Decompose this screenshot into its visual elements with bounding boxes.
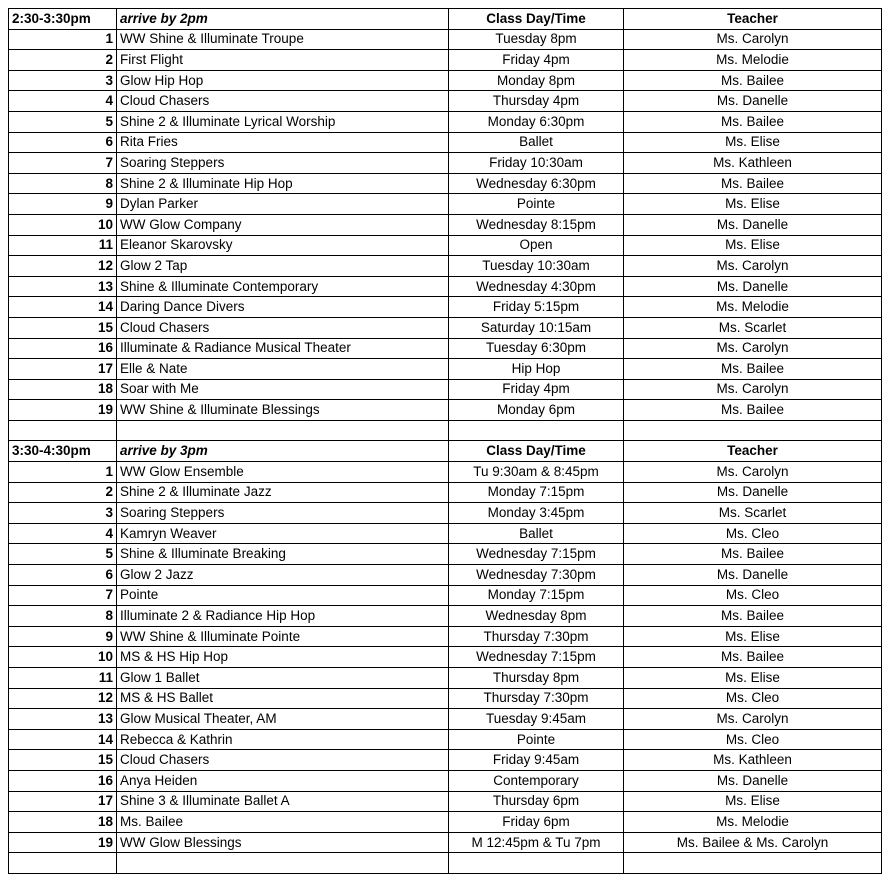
row-number: 8 bbox=[9, 173, 117, 194]
teacher-name: Ms. Scarlet bbox=[624, 503, 882, 524]
row-number: 17 bbox=[9, 791, 117, 812]
row-number: 11 bbox=[9, 235, 117, 256]
class-name: Eleanor Skarovsky bbox=[117, 235, 449, 256]
class-name: Cloud Chasers bbox=[117, 317, 449, 338]
row-number: 10 bbox=[9, 214, 117, 235]
class-day-time: Monday 3:45pm bbox=[449, 503, 624, 524]
arrive-note: arrive by 3pm bbox=[117, 441, 449, 462]
teacher-name: Ms. Bailee bbox=[624, 111, 882, 132]
row-number: 2 bbox=[9, 482, 117, 503]
table-row bbox=[9, 709, 882, 730]
section-header-row bbox=[9, 441, 882, 462]
class-name: Ms. Bailee bbox=[117, 812, 449, 833]
class-name: Dylan Parker bbox=[117, 194, 449, 215]
class-day-time: Friday 4pm bbox=[449, 379, 624, 400]
row-number: 12 bbox=[9, 256, 117, 277]
row-number: 18 bbox=[9, 379, 117, 400]
empty-cell bbox=[624, 853, 882, 874]
row-number: 1 bbox=[9, 462, 117, 483]
table-row bbox=[9, 29, 882, 50]
table-row bbox=[9, 462, 882, 483]
row-number: 10 bbox=[9, 647, 117, 668]
row-number: 4 bbox=[9, 91, 117, 112]
class-name: WW Glow Ensemble bbox=[117, 462, 449, 483]
teacher-name: Ms. Bailee bbox=[624, 606, 882, 627]
teacher-name: Ms. Danelle bbox=[624, 770, 882, 791]
teacher-name: Ms. Elise bbox=[624, 194, 882, 215]
class-day-time: Monday 7:15pm bbox=[449, 585, 624, 606]
table-row bbox=[9, 70, 882, 91]
class-name: Glow 2 Tap bbox=[117, 256, 449, 277]
table-row bbox=[9, 606, 882, 627]
row-number: 11 bbox=[9, 668, 117, 689]
table-row bbox=[9, 338, 882, 359]
empty-cell bbox=[624, 420, 882, 441]
teacher-header: Teacher bbox=[624, 441, 882, 462]
time-slot: 2:30-3:30pm bbox=[9, 9, 117, 30]
class-name: Glow Musical Theater, AM bbox=[117, 709, 449, 730]
row-number: 19 bbox=[9, 832, 117, 853]
class-name: WW Shine & Illuminate Pointe bbox=[117, 626, 449, 647]
table-row bbox=[9, 214, 882, 235]
class-name: Shine & Illuminate Breaking bbox=[117, 544, 449, 565]
table-row bbox=[9, 111, 882, 132]
row-number: 2 bbox=[9, 50, 117, 71]
class-name: MS & HS Ballet bbox=[117, 688, 449, 709]
class-name: Rita Fries bbox=[117, 132, 449, 153]
class-name: Anya Heiden bbox=[117, 770, 449, 791]
table-row bbox=[9, 379, 882, 400]
class-name: Shine 2 & Illuminate Lyrical Worship bbox=[117, 111, 449, 132]
table-row bbox=[9, 791, 882, 812]
class-day-time: Wednesday 6:30pm bbox=[449, 173, 624, 194]
table-row bbox=[9, 523, 882, 544]
teacher-name: Ms. Carolyn bbox=[624, 379, 882, 400]
class-name: WW Shine & Illuminate Blessings bbox=[117, 400, 449, 421]
row-number: 5 bbox=[9, 111, 117, 132]
table-row bbox=[9, 729, 882, 750]
table-row bbox=[9, 626, 882, 647]
class-name: WW Shine & Illuminate Troupe bbox=[117, 29, 449, 50]
class-day-time: Monday 7:15pm bbox=[449, 482, 624, 503]
class-name: Cloud Chasers bbox=[117, 750, 449, 771]
teacher-name: Ms. Bailee bbox=[624, 359, 882, 380]
teacher-name: Ms. Kathleen bbox=[624, 750, 882, 771]
schedule-body bbox=[9, 9, 882, 874]
empty-cell bbox=[9, 853, 117, 874]
blank-row bbox=[9, 420, 882, 441]
class-day-time: Wednesday 4:30pm bbox=[449, 276, 624, 297]
row-number: 15 bbox=[9, 750, 117, 771]
table-row bbox=[9, 194, 882, 215]
row-number: 12 bbox=[9, 688, 117, 709]
table-row bbox=[9, 750, 882, 771]
class-name: First Flight bbox=[117, 50, 449, 71]
teacher-name: Ms. Danelle bbox=[624, 276, 882, 297]
class-day-time: Hip Hop bbox=[449, 359, 624, 380]
class-name: Kamryn Weaver bbox=[117, 523, 449, 544]
row-number: 14 bbox=[9, 729, 117, 750]
teacher-name: Ms. Cleo bbox=[624, 729, 882, 750]
table-row bbox=[9, 256, 882, 277]
teacher-name: Ms. Danelle bbox=[624, 482, 882, 503]
table-row bbox=[9, 585, 882, 606]
class-day-time: Ballet bbox=[449, 132, 624, 153]
class-day-time: Tuesday 6:30pm bbox=[449, 338, 624, 359]
class-day-time: Monday 8pm bbox=[449, 70, 624, 91]
class-day-time: Monday 6:30pm bbox=[449, 111, 624, 132]
class-day-time: Tuesday 10:30am bbox=[449, 256, 624, 277]
class-day-time-header: Class Day/Time bbox=[449, 441, 624, 462]
row-number: 4 bbox=[9, 523, 117, 544]
class-day-time: Thursday 6pm bbox=[449, 791, 624, 812]
table-row bbox=[9, 132, 882, 153]
time-slot: 3:30-4:30pm bbox=[9, 441, 117, 462]
teacher-name: Ms. Elise bbox=[624, 668, 882, 689]
teacher-name: Ms. Danelle bbox=[624, 91, 882, 112]
teacher-name: Ms. Cleo bbox=[624, 688, 882, 709]
schedule-table bbox=[8, 8, 882, 874]
table-row bbox=[9, 647, 882, 668]
teacher-name: Ms. Carolyn bbox=[624, 256, 882, 277]
class-day-time: Wednesday 7:15pm bbox=[449, 647, 624, 668]
class-day-time: Thursday 7:30pm bbox=[449, 688, 624, 709]
class-day-time: Contemporary bbox=[449, 770, 624, 791]
class-day-time: Open bbox=[449, 235, 624, 256]
class-day-time: Wednesday 7:15pm bbox=[449, 544, 624, 565]
table-row bbox=[9, 235, 882, 256]
class-name: Glow Hip Hop bbox=[117, 70, 449, 91]
row-number: 6 bbox=[9, 565, 117, 586]
table-row bbox=[9, 668, 882, 689]
teacher-name: Ms. Elise bbox=[624, 626, 882, 647]
class-day-time: Thursday 7:30pm bbox=[449, 626, 624, 647]
class-name: MS & HS Hip Hop bbox=[117, 647, 449, 668]
class-name: Glow 2 Jazz bbox=[117, 565, 449, 586]
class-day-time: Wednesday 7:30pm bbox=[449, 565, 624, 586]
table-row bbox=[9, 276, 882, 297]
class-name: WW Glow Company bbox=[117, 214, 449, 235]
class-name: Pointe bbox=[117, 585, 449, 606]
row-number: 16 bbox=[9, 338, 117, 359]
teacher-name: Ms. Melodie bbox=[624, 812, 882, 833]
class-day-time: Thursday 4pm bbox=[449, 91, 624, 112]
class-day-time-header: Class Day/Time bbox=[449, 9, 624, 30]
teacher-name: Ms. Cleo bbox=[624, 585, 882, 606]
class-day-time: Tuesday 8pm bbox=[449, 29, 624, 50]
table-row bbox=[9, 503, 882, 524]
class-day-time: Monday 6pm bbox=[449, 400, 624, 421]
class-name: Rebecca & Kathrin bbox=[117, 729, 449, 750]
empty-cell bbox=[449, 420, 624, 441]
class-name: Soaring Steppers bbox=[117, 503, 449, 524]
empty-cell bbox=[117, 420, 449, 441]
teacher-name: Ms. Danelle bbox=[624, 565, 882, 586]
class-day-time: Tu 9:30am & 8:45pm bbox=[449, 462, 624, 483]
class-name: WW Glow Blessings bbox=[117, 832, 449, 853]
table-row bbox=[9, 544, 882, 565]
row-number: 16 bbox=[9, 770, 117, 791]
teacher-name: Ms. Carolyn bbox=[624, 338, 882, 359]
class-name: Shine 2 & Illuminate Jazz bbox=[117, 482, 449, 503]
class-day-time: Friday 9:45am bbox=[449, 750, 624, 771]
table-row bbox=[9, 688, 882, 709]
teacher-name: Ms. Bailee bbox=[624, 400, 882, 421]
class-day-time: Pointe bbox=[449, 194, 624, 215]
blank-row bbox=[9, 853, 882, 874]
table-row bbox=[9, 832, 882, 853]
class-name: Illuminate & Radiance Musical Theater bbox=[117, 338, 449, 359]
class-day-time: Friday 10:30am bbox=[449, 153, 624, 174]
class-day-time: Tuesday 9:45am bbox=[449, 709, 624, 730]
row-number: 6 bbox=[9, 132, 117, 153]
class-day-time: M 12:45pm & Tu 7pm bbox=[449, 832, 624, 853]
row-number: 7 bbox=[9, 153, 117, 174]
row-number: 1 bbox=[9, 29, 117, 50]
table-row bbox=[9, 91, 882, 112]
section-header-row bbox=[9, 9, 882, 30]
teacher-name: Ms. Carolyn bbox=[624, 462, 882, 483]
row-number: 18 bbox=[9, 812, 117, 833]
table-row bbox=[9, 400, 882, 421]
teacher-name: Ms. Bailee bbox=[624, 647, 882, 668]
teacher-name: Ms. Bailee bbox=[624, 544, 882, 565]
teacher-name: Ms. Kathleen bbox=[624, 153, 882, 174]
teacher-name: Ms. Elise bbox=[624, 791, 882, 812]
table-row bbox=[9, 153, 882, 174]
class-name: Glow 1 Ballet bbox=[117, 668, 449, 689]
empty-cell bbox=[117, 853, 449, 874]
class-name: Shine & Illuminate Contemporary bbox=[117, 276, 449, 297]
class-day-time: Thursday 8pm bbox=[449, 668, 624, 689]
class-day-time: Wednesday 8:15pm bbox=[449, 214, 624, 235]
teacher-name: Ms. Bailee bbox=[624, 70, 882, 91]
teacher-name: Ms. Danelle bbox=[624, 214, 882, 235]
empty-cell bbox=[9, 420, 117, 441]
table-row bbox=[9, 297, 882, 318]
table-row bbox=[9, 317, 882, 338]
table-row bbox=[9, 50, 882, 71]
teacher-name: Ms. Elise bbox=[624, 132, 882, 153]
schedule-sheet bbox=[8, 8, 882, 874]
table-row bbox=[9, 359, 882, 380]
table-row bbox=[9, 173, 882, 194]
teacher-name: Ms. Scarlet bbox=[624, 317, 882, 338]
class-day-time: Friday 6pm bbox=[449, 812, 624, 833]
row-number: 13 bbox=[9, 276, 117, 297]
row-number: 14 bbox=[9, 297, 117, 318]
teacher-name: Ms. Bailee & Ms. Carolyn bbox=[624, 832, 882, 853]
table-row bbox=[9, 770, 882, 791]
row-number: 5 bbox=[9, 544, 117, 565]
teacher-name: Ms. Carolyn bbox=[624, 709, 882, 730]
class-day-time: Friday 5:15pm bbox=[449, 297, 624, 318]
row-number: 17 bbox=[9, 359, 117, 380]
table-row bbox=[9, 565, 882, 586]
class-name: Soar with Me bbox=[117, 379, 449, 400]
table-row bbox=[9, 812, 882, 833]
arrive-note: arrive by 2pm bbox=[117, 9, 449, 30]
empty-cell bbox=[449, 853, 624, 874]
teacher-name: Ms. Elise bbox=[624, 235, 882, 256]
teacher-name: Ms. Carolyn bbox=[624, 29, 882, 50]
class-day-time: Pointe bbox=[449, 729, 624, 750]
class-name: Daring Dance Divers bbox=[117, 297, 449, 318]
class-day-time: Friday 4pm bbox=[449, 50, 624, 71]
row-number: 15 bbox=[9, 317, 117, 338]
class-name: Shine 2 & Illuminate Hip Hop bbox=[117, 173, 449, 194]
teacher-name: Ms. Melodie bbox=[624, 297, 882, 318]
class-day-time: Saturday 10:15am bbox=[449, 317, 624, 338]
class-day-time: Ballet bbox=[449, 523, 624, 544]
class-name: Shine 3 & Illuminate Ballet A bbox=[117, 791, 449, 812]
row-number: 8 bbox=[9, 606, 117, 627]
row-number: 9 bbox=[9, 194, 117, 215]
class-name: Cloud Chasers bbox=[117, 91, 449, 112]
row-number: 13 bbox=[9, 709, 117, 730]
teacher-header: Teacher bbox=[624, 9, 882, 30]
teacher-name: Ms. Melodie bbox=[624, 50, 882, 71]
row-number: 3 bbox=[9, 503, 117, 524]
row-number: 9 bbox=[9, 626, 117, 647]
teacher-name: Ms. Bailee bbox=[624, 173, 882, 194]
row-number: 3 bbox=[9, 70, 117, 91]
teacher-name: Ms. Cleo bbox=[624, 523, 882, 544]
class-name: Elle & Nate bbox=[117, 359, 449, 380]
class-name: Soaring Steppers bbox=[117, 153, 449, 174]
class-day-time: Wednesday 8pm bbox=[449, 606, 624, 627]
class-name: Illuminate 2 & Radiance Hip Hop bbox=[117, 606, 449, 627]
row-number: 7 bbox=[9, 585, 117, 606]
row-number: 19 bbox=[9, 400, 117, 421]
table-row bbox=[9, 482, 882, 503]
